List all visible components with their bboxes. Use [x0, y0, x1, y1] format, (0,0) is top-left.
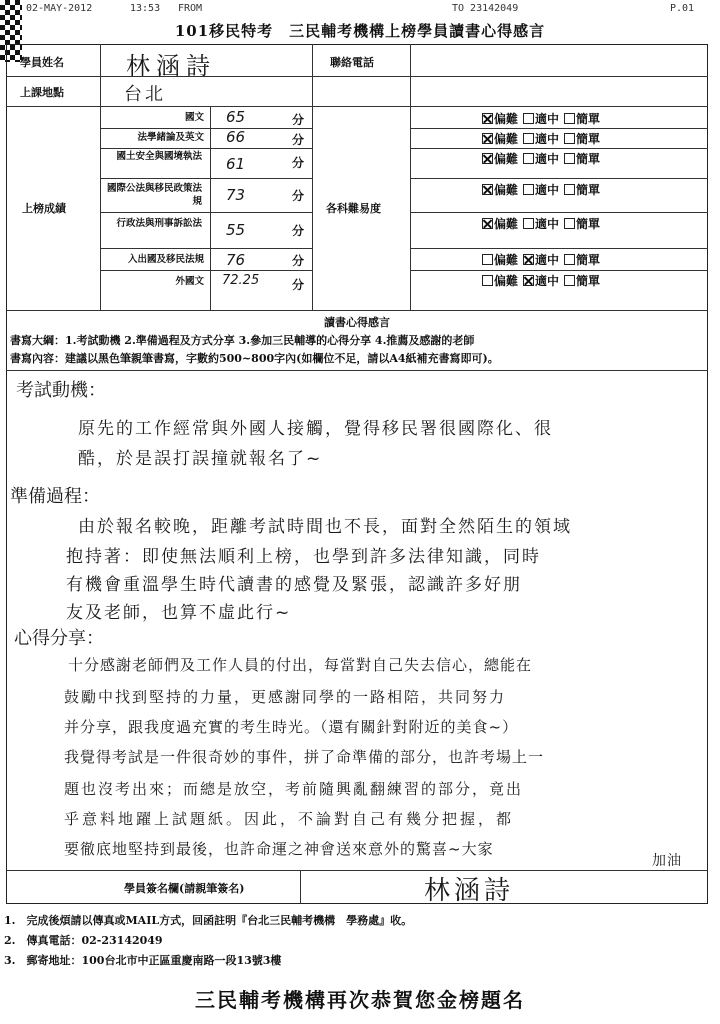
difficulty-option-label: 簡單	[576, 217, 601, 231]
difficulty-checkbox[interactable]	[482, 133, 493, 144]
essay-header: 讀書心得感言	[324, 316, 390, 329]
row-line	[6, 870, 708, 871]
fax-from: FROM	[178, 3, 203, 14]
difficulty-option-label: 偏難	[494, 152, 519, 166]
form-box	[6, 44, 708, 904]
closing-message: 三民輔考機構再次恭賀您金榜題名	[195, 988, 525, 1012]
difficulty-checkbox[interactable]	[482, 254, 493, 265]
essay-line: 抱持著：即使無法順利上榜，也學到許多法律知識，同時	[66, 547, 541, 567]
difficulty-option-label: 偏難	[494, 112, 519, 126]
row-line	[100, 128, 312, 129]
difficulty-checkbox[interactable]	[482, 184, 493, 195]
difficulty-checkbox[interactable]	[564, 113, 575, 124]
difficulty-option-label: 簡單	[576, 112, 601, 126]
essay-line: 并分享，跟我度過充實的考生時光。（還有關針對附近的美食~）	[64, 718, 519, 736]
difficulty-checkbox[interactable]	[482, 218, 493, 229]
essay-line: 有機會重溫學生時代讀書的感覺及緊張，認識許多好朋	[66, 575, 522, 595]
difficulty-option-label: 適中	[535, 112, 560, 126]
difficulty-option-label: 簡單	[576, 152, 601, 166]
row-line	[100, 148, 312, 149]
difficulty-option-label: 偏難	[494, 274, 519, 288]
difficulty-row	[482, 110, 600, 127]
difficulty-checkbox[interactable]	[564, 254, 575, 265]
essay-line: 友及老師，也算不虛此行~	[66, 603, 292, 623]
row-line	[410, 270, 708, 271]
class-location-value[interactable]: 台北	[124, 84, 166, 105]
footer-note: 3. 郵寄地址：100台北市中正區重慶南路一段13號3樓	[4, 954, 282, 967]
difficulty-checkbox[interactable]	[564, 218, 575, 229]
footer-note: 1. 完成後煩請以傳真或MAIL方式，回函註明『台北三民輔考機構 學務處』收。	[4, 914, 413, 927]
row-line	[410, 212, 708, 213]
row-line	[6, 106, 708, 107]
essay-line: 鼓勵中找到堅持的力量，更感謝同學的一路相陪，共同努力	[64, 688, 507, 706]
difficulty-row	[482, 130, 600, 147]
difficulty-checkbox[interactable]	[523, 275, 534, 286]
difficulty-row	[482, 272, 600, 289]
difficulty-checkbox[interactable]	[523, 113, 534, 124]
row-line	[410, 128, 708, 129]
difficulty-option-label: 適中	[535, 217, 560, 231]
difficulty-row	[482, 215, 600, 232]
student-name-label: 學員姓名	[20, 56, 64, 69]
score-value[interactable]: 65	[226, 108, 246, 126]
essay-line: 要徹底地堅持到最後，也許命運之神會送來意外的驚喜~大家	[64, 840, 494, 858]
difficulty-checkbox[interactable]	[523, 218, 534, 229]
score-value[interactable]: 76	[226, 251, 246, 269]
difficulty-checkbox[interactable]	[564, 184, 575, 195]
unit-label: 分	[292, 156, 305, 170]
row-line	[6, 370, 708, 371]
difficulty-row	[482, 150, 600, 167]
difficulty-option-label: 適中	[535, 274, 560, 288]
fax-page: P.01	[670, 3, 695, 14]
subject-name: 國際公法與移民政策法規	[106, 183, 202, 207]
fax-to: TO 23142049	[452, 3, 519, 14]
student-name-value[interactable]: 林涵詩	[126, 52, 216, 80]
row-line	[100, 248, 312, 249]
row-line	[100, 178, 312, 179]
instructions-outline: 書寫大綱：1.考試動機 2.準備過程及方式分享 3.參加三民輔導的心得分享 4.推薦及感謝的老師	[10, 334, 475, 347]
essay-line: 加油	[652, 853, 682, 869]
difficulty-checkbox[interactable]	[523, 254, 534, 265]
class-location-label: 上課地點	[20, 86, 64, 99]
instructions-content: 書寫內容：建議以黑色筆親筆書寫，字數約500~800字內(如欄位不足，請以A4紙補充書寫即可)。	[10, 352, 499, 365]
difficulty-checkbox[interactable]	[482, 113, 493, 124]
difficulty-checkbox[interactable]	[482, 275, 493, 286]
difficulty-option-label: 簡單	[576, 274, 601, 288]
row-line	[410, 178, 708, 179]
subject-name: 行政法與刑事訴訟法	[116, 218, 202, 229]
subject-name: 國文	[184, 112, 204, 123]
difficulty-option-label: 偏難	[494, 253, 519, 267]
row-line	[100, 212, 312, 213]
difficulty-checkbox[interactable]	[564, 275, 575, 286]
unit-label: 分	[292, 254, 305, 268]
signature-label: 學員簽名欄(請親筆簽名)	[124, 882, 245, 895]
col-line	[312, 44, 313, 310]
essay-line: 乎意料地躍上試題紙。因此，不論對自己有幾分把握，都	[64, 810, 515, 828]
row-line	[100, 270, 312, 271]
difficulty-option-label: 適中	[535, 183, 560, 197]
unit-label: 分	[292, 278, 305, 292]
difficulty-row	[482, 181, 600, 198]
subject-name: 外國文	[175, 276, 204, 287]
essay-line: 酷，於是誤打誤撞就報名了~	[78, 449, 323, 469]
score-value[interactable]: 72.25	[222, 273, 260, 288]
difficulty-checkbox[interactable]	[564, 133, 575, 144]
score-value[interactable]: 55	[226, 221, 246, 239]
signature-value[interactable]: 林涵詩	[424, 876, 515, 906]
difficulty-option-label: 簡單	[576, 183, 601, 197]
difficulty-option-label: 偏難	[494, 217, 519, 231]
subject-name: 法學緒論及英文	[137, 132, 204, 143]
col-line	[300, 870, 301, 904]
row-line	[410, 248, 708, 249]
difficulty-checkbox[interactable]	[523, 184, 534, 195]
essay-line: 十分感謝老師們及工作人員的付出，每當對自己失去信心，總能在	[68, 656, 533, 674]
col-line	[210, 106, 211, 310]
subject-name: 入出國及移民法規	[127, 254, 204, 265]
fax-time: 13:53	[130, 3, 161, 14]
difficulty-checkbox[interactable]	[523, 153, 534, 164]
unit-label: 分	[292, 189, 305, 203]
difficulty-option-label: 偏難	[494, 183, 519, 197]
difficulty-checkbox[interactable]	[564, 153, 575, 164]
essay-line: 原先的工作經常與外國人接觸，覺得移民署很國際化、很	[78, 419, 553, 439]
difficulty-option-label: 偏難	[494, 132, 519, 146]
row-line	[6, 76, 708, 77]
score-value[interactable]: 73	[226, 186, 246, 204]
difficulty-option-label: 適中	[535, 132, 560, 146]
preparation-heading: 準備過程：	[10, 486, 100, 507]
unit-label: 分	[292, 113, 305, 127]
difficulty-option-label: 簡單	[576, 132, 601, 146]
phone-label: 聯絡電話	[330, 56, 374, 69]
unit-label: 分	[292, 224, 305, 238]
motivation-heading: 考試動機：	[16, 380, 106, 401]
fax-date: 02-MAY-2012	[26, 3, 93, 14]
form-title: 101移民特考 三民輔考機構上榜學員讀書心得感言	[174, 22, 546, 40]
footer-note: 2. 傳真電話：02-23142049	[4, 934, 163, 947]
essay-line: 題也沒考出來；而總是放空，考前隨興亂翻練習的部分，竟出	[64, 780, 524, 798]
difficulty-option-label: 適中	[535, 253, 560, 267]
difficulty-checkbox[interactable]	[523, 133, 534, 144]
fax-header	[0, 0, 720, 16]
unit-label: 分	[292, 133, 305, 147]
score-value[interactable]: 61	[226, 155, 246, 173]
difficulty-option-label: 簡單	[576, 253, 601, 267]
difficulty-label: 各科難易度	[326, 202, 381, 215]
difficulty-checkbox[interactable]	[482, 153, 493, 164]
score-value[interactable]: 66	[226, 128, 246, 146]
difficulty-option-label: 適中	[535, 152, 560, 166]
subject-name: 國土安全與國境執法	[116, 151, 202, 162]
sharing-heading: 心得分享：	[14, 628, 104, 649]
difficulty-row	[482, 251, 600, 268]
essay-line: 我覺得考試是一件很奇妙的事件，拼了命準備的部分，也許考場上一	[64, 748, 545, 766]
scores-label: 上榜成績	[22, 202, 66, 215]
essay-line: 由於報名較晚，距離考試時間也不長，面對全然陌生的領域	[78, 517, 572, 537]
row-line	[6, 310, 708, 311]
row-line	[410, 148, 708, 149]
